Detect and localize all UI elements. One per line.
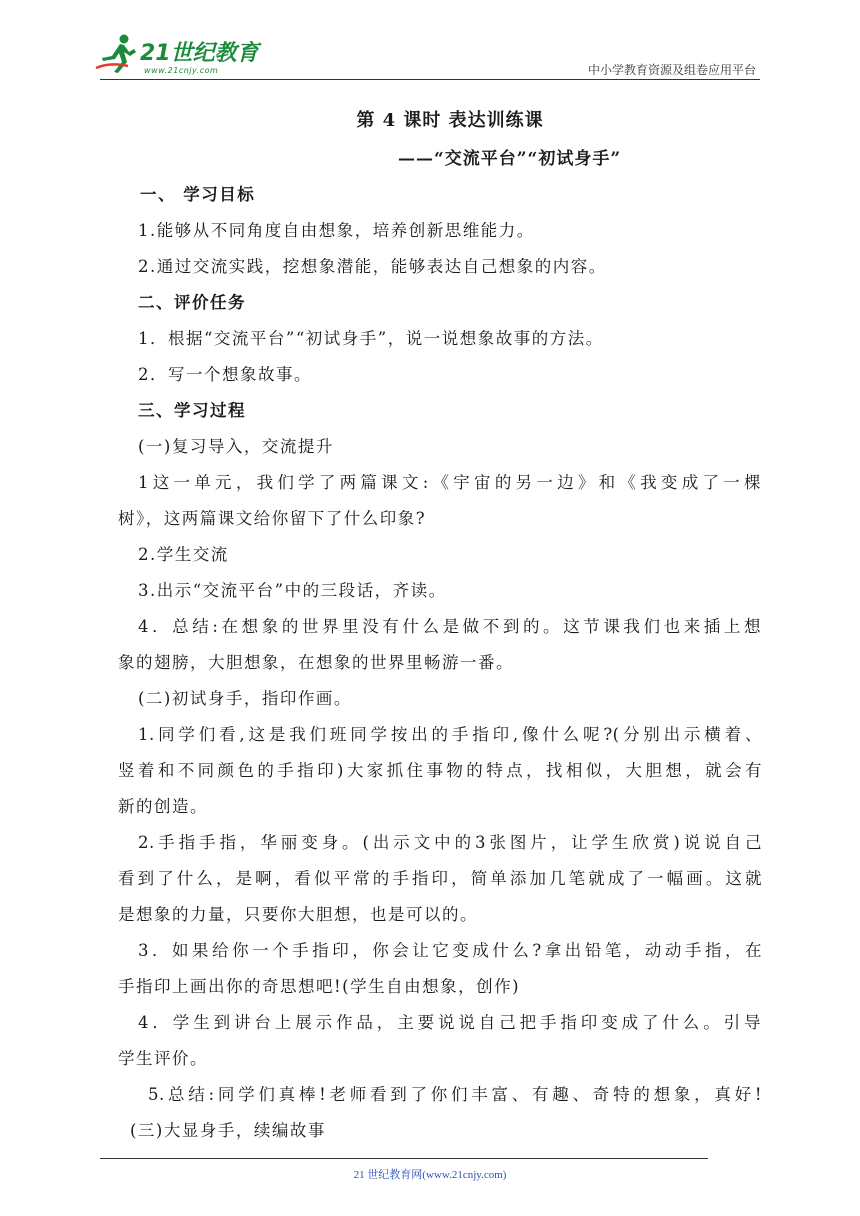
header-divider [100, 79, 760, 80]
subsection-heading: (一)复习导入，交流提升 [138, 437, 334, 456]
lesson-title: 第 4 课时 表达训练课 [356, 110, 544, 131]
paragraph-line: 学生评价。 [118, 1049, 208, 1068]
paragraph-line: 1．根据“交流平台”“初试身手”，说一说想象故事的方法。 [138, 329, 604, 348]
paragraph-line: 5.总结:同学们真棒!老师看到了你们丰富、有趣、奇特的想象，真好! [148, 1085, 762, 1104]
platform-tagline: 中小学教育资源及组卷应用平台 [587, 63, 756, 77]
paragraph-line: 2.手指手指，华丽变身。(出示文中的3张图片，让学生欣赏)说说自己 [138, 833, 762, 852]
section-heading: 一、 学习目标 [140, 185, 256, 204]
paragraph-line: 2.学生交流 [138, 545, 229, 564]
paragraph-line: 4．学生到讲台上展示作品，主要说说自己把手指印变成了什么。引导 [138, 1013, 762, 1032]
paragraph-line: 2.通过交流实践，挖想象潜能，能够表达自己想象的内容。 [138, 257, 607, 276]
page-header [0, 0, 860, 90]
paragraph-line: 是想象的力量，只要你大胆想，也是可以的。 [118, 905, 478, 924]
paragraph-line: 树》，这两篇课文给你留下了什么印象? [118, 509, 427, 528]
paragraph-line: 4．总结:在想象的世界里没有什么是做不到的。这节课我们也来插上想 [138, 617, 762, 636]
lesson-subtitle: ——“交流平台”“初试身手” [398, 149, 622, 169]
logo-url: www.21cnjy.com [144, 66, 219, 75]
paragraph-line: 1这一单元，我们学了两篇课文:《宇宙的另一边》和《我变成了一棵 [138, 473, 762, 492]
paragraph-line: 看到了什么，是啊，看似平常的手指印，简单添加几笔就成了一幅画。这就 [118, 869, 762, 888]
paragraph-line: 3.出示“交流平台”中的三段话，齐读。 [138, 581, 447, 600]
paragraph-line: 手指印上画出你的奇思想吧!(学生自由想象，创作) [118, 977, 521, 996]
subsection-heading: (二)初试身手，指印作画。 [138, 689, 352, 708]
footer-divider [100, 1158, 708, 1159]
paragraph-line: 1.能够从不同角度自由想象，培养创新思维能力。 [138, 221, 535, 240]
paragraph-line: 1.同学们看,这是我们班同学按出的手指印,像什么呢?(分别出示横着、 [138, 725, 762, 744]
section-heading: 三、学习过程 [138, 401, 246, 420]
paragraph-line: 新的创造。 [118, 797, 208, 816]
logo-text: 21世纪教育 [140, 41, 259, 66]
runner-logo-icon [94, 32, 142, 74]
section-heading: 二、评价任务 [138, 293, 246, 312]
subsection-heading: (三)大显身手，续编故事 [130, 1121, 326, 1140]
paragraph-line: 3．如果给你一个手指印，你会让它变成什么?拿出铅笔，动动手指，在 [138, 941, 762, 960]
paragraph-line: 2．写一个想象故事。 [138, 365, 312, 384]
footer-link[interactable]: 21 世纪教育网(www.21cnjy.com) [353, 1169, 507, 1181]
paragraph-line: 竖着和不同颜色的手指印)大家抓住事物的特点，找相似，大胆想，就会有 [118, 761, 762, 780]
paragraph-line: 象的翅膀，大胆想象，在想象的世界里畅游一番。 [118, 653, 514, 672]
site-logo[interactable] [94, 30, 264, 78]
